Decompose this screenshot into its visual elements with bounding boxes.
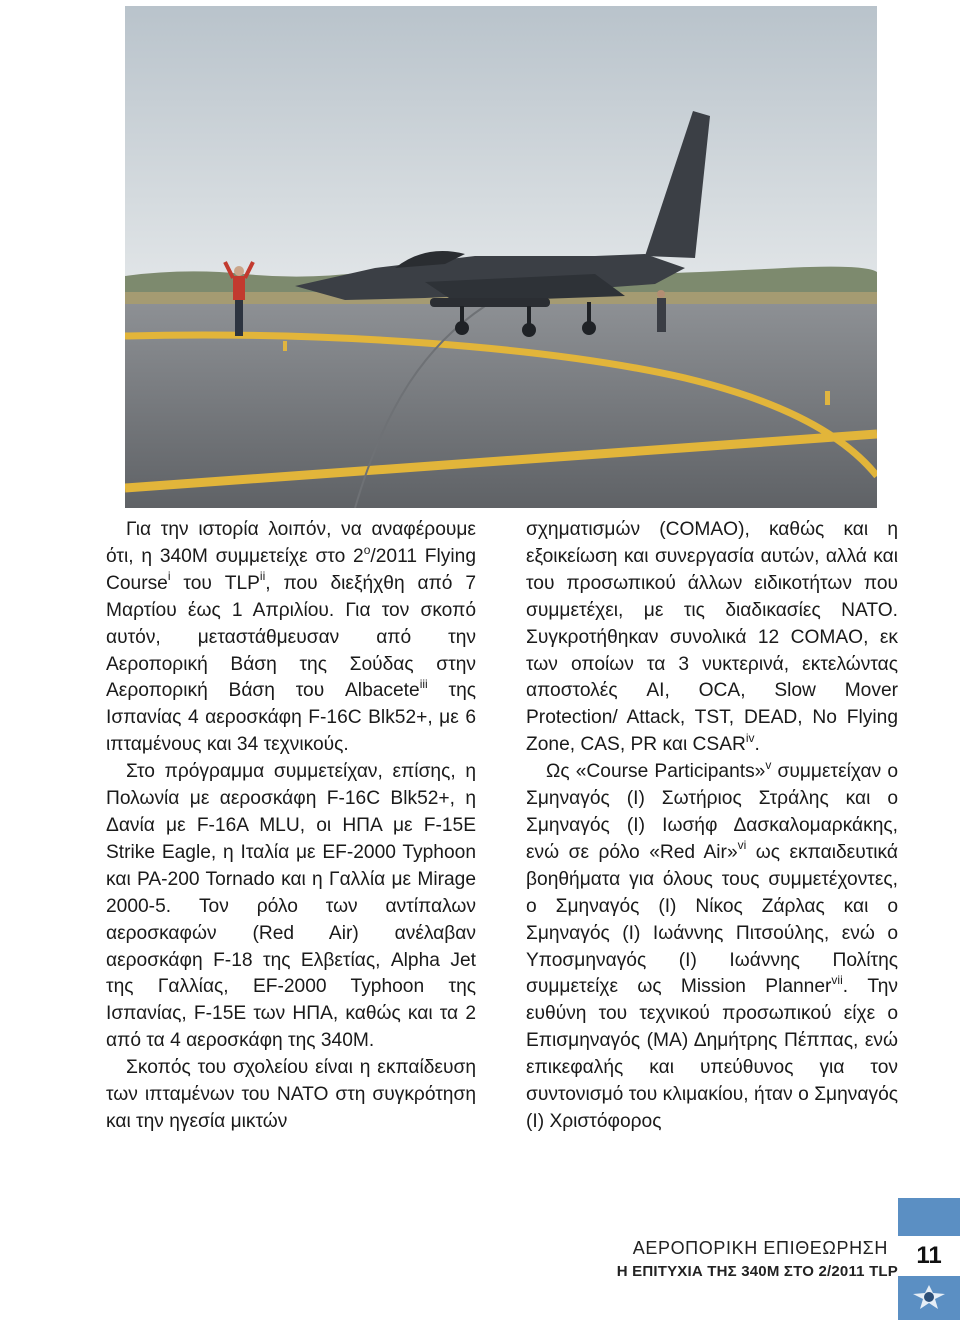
paragraph xyxy=(526,759,898,1136)
paragraph xyxy=(106,517,476,759)
air-force-emblem-icon xyxy=(912,1281,946,1311)
footnote-ref: vii xyxy=(831,973,843,988)
f16-aircraft-photo xyxy=(125,6,877,508)
footnote-ref: v xyxy=(765,757,772,772)
page-number: 11 xyxy=(898,1236,960,1276)
text-span: συμμετείχαν ο Σμηναγός (Ι) Σωτήριος Στράλης και ο Σμηναγός (Ι) Ιωσήφ Δασκαλομαρκάκης, ενώ σε ρόλο «Red Air» xyxy=(526,761,898,863)
text-span: ως εκπαιδευτικά βοηθήματα για όλους τους συμμετέχοντες, ο Σμηναγός (Ι) Νίκος Ζάρλας και ο Σμηναγός (Ι) Ιωάννης Πιτσούλης, ενώ ο Υποσμηναγός (Ι) Ιωάννης Πολίτης συμμετείχε ως Mission Planner xyxy=(526,841,898,998)
right-text-column xyxy=(526,517,898,1136)
text-span: της Ισπανίας 4 αεροσκάφη F-16C Blk52+, με 6 ιπταμένους και 34 τεχνικούς. xyxy=(106,680,476,756)
footnote-ref: iv xyxy=(745,730,755,745)
article-title: Η ΕΠΙΤΥΧΙΑ ΤΗΣ 340Μ ΣΤΟ 2/2011 TLP xyxy=(616,1263,898,1280)
text-span: , που διεξήχθη από 7 Μαρτίου έως 1 Απριλίου. Για τον σκοπό αυτόν, μεταστάθμευσαν από την Αεροπορική Βάση της Σούδας στην Αεροπορική Βάση του Albacete xyxy=(106,572,477,702)
magazine-title: ΑΕΡΟΠΟΡΙΚΗ ΕΠΙΘΕΩΡΗΣΗ xyxy=(632,1238,888,1258)
text-span: Ως «Course Participants» xyxy=(546,761,766,783)
text-span: . xyxy=(754,734,760,756)
paragraph: Σκοπός του σχολείου είναι η εκπαίδευση των ιπταμένων του ΝΑΤΟ στη συγκρότηση και την ηγεσία μικτών xyxy=(106,1057,476,1132)
footnote-ref: ii xyxy=(259,569,266,584)
text-span: . Την ευθύνη του τεχνικού προσωπικού είχε ο Επισμηναγός (ΜΑ) Δημήτρης Πέππας, ενώ επικεφαλής και υπεύθυνος για τον συντονισμό του κλιμακίου, ήταν ο Σμηναγός (Ι) Χριστόφορος xyxy=(526,976,898,1132)
paragraph xyxy=(526,517,898,759)
footnote-ref: iii xyxy=(419,677,428,692)
text-span: του TLP xyxy=(170,572,260,594)
superscript: ο xyxy=(363,542,371,557)
text-span: σχηματισμών (COMAO), καθώς και η εξοικείωση και συνεργασία αυτών, αλλά και του προσωπικού άλλων ειδικοτήτων που συμμετέχει, με τις διαδικασίες ΝΑΤΟ. Συγκροτήθηκαν συνολικά 12 COMAO, εκ των οποίων τα 3 νυκτερινά, εκτελώντας αποστολές AI, OCA, Slow Mover Protection/ Attack, TST, DEAD, No Flying Zone, CAS, PR και CSAR xyxy=(526,519,898,756)
text-span: Για την ιστορία λοιπόν, να αναφέρουμε ότι, η 340Μ συμμετείχε στο 2 xyxy=(106,519,476,567)
paragraph: Στο πρόγραμμα συμμετείχαν, επίσης, η Πολωνία με αεροσκάφη F-16C Blk52+, η Δανία με F-16A MLU, οι ΗΠΑ με F-15E Strike Eagle, η Ιταλία με EF-2000 Typhoon και PA-200 Tornado και η Γαλλία με Mirage 2000-5. Τον ρόλο των αντίπαλων αεροσκαφών (Red Air) ανέλαβαν αεροσκάφη F-18 της Ελβετίας, Alpha Jet της Γαλλίας, EF-2000 Typhoon της Ισπανίας, F-15E των ΗΠΑ, καθώς και τα 2 από τα 4 αεροσκάφη της 340Μ. xyxy=(106,761,476,1052)
page-tab xyxy=(898,1198,960,1320)
left-text-column xyxy=(106,517,476,1136)
footnote-ref: i xyxy=(167,569,171,584)
text-span: /2011 Flying Course xyxy=(106,545,476,594)
footnote-ref: vi xyxy=(737,838,747,853)
